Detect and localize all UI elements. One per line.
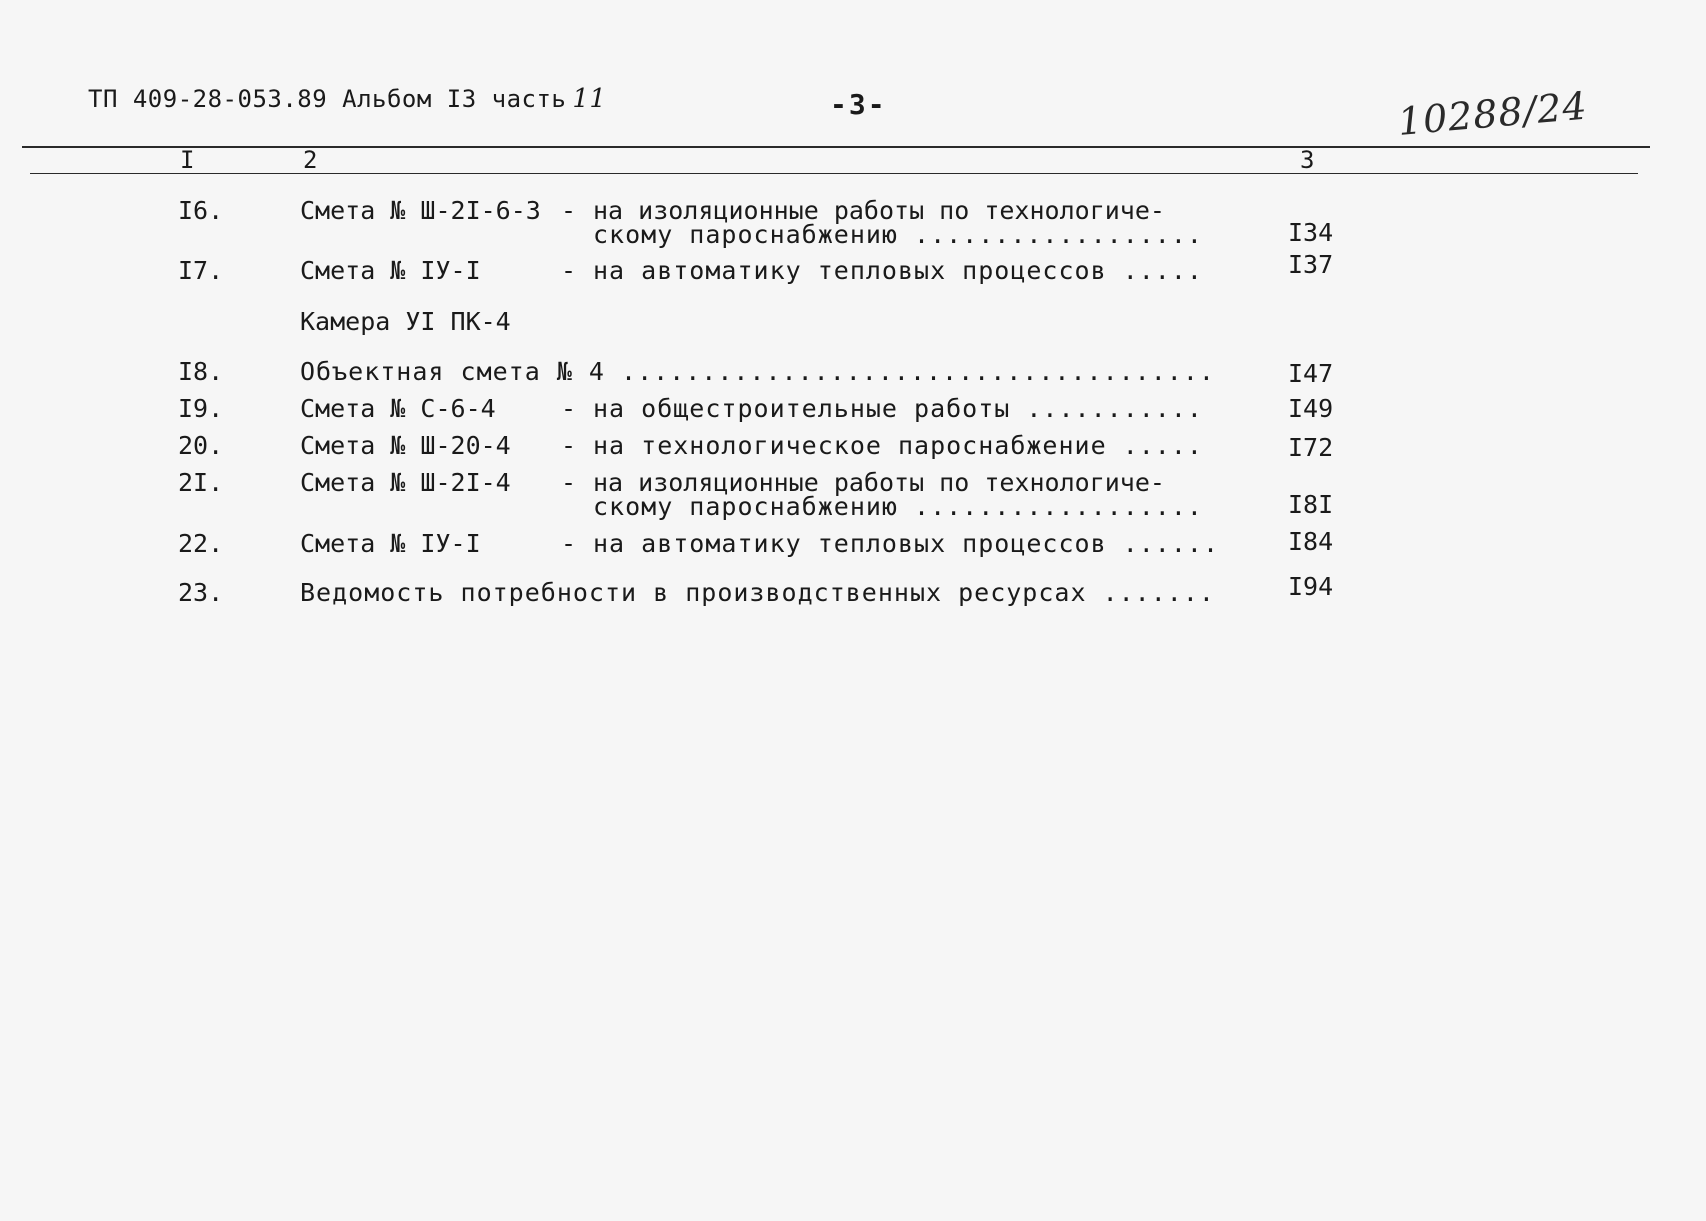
table-top-rule (22, 146, 1650, 148)
column-header-2: 2 (303, 146, 318, 174)
row-title: Ведомость потребности в производственных ресурсах ....... (300, 578, 1215, 607)
document-reference (88, 84, 606, 114)
row-number: I7. (178, 256, 224, 285)
column-header-1: I (180, 146, 195, 174)
row-number: 2I. (178, 468, 224, 497)
row-page-number: I47 (1288, 359, 1334, 388)
row-description-continued: скому пароснабжению .................. (593, 492, 1203, 521)
row-page-number: I94 (1288, 572, 1334, 601)
row-number: I8. (178, 357, 224, 386)
row-description: на автоматику тепловых процессов ...... (593, 529, 1219, 558)
row-page-number: I49 (1288, 394, 1334, 423)
document-reference-text: ТП 409-28-053.89 Альбом I3 часть (88, 85, 567, 113)
row-title: Смета № С-6-4 (300, 394, 496, 423)
row-page-number: I37 (1288, 250, 1334, 279)
row-number: 22. (178, 529, 224, 558)
row-number: 23. (178, 578, 224, 607)
row-dash: - (561, 431, 577, 460)
row-page-number: I8I (1288, 490, 1334, 519)
row-page-number: I34 (1288, 218, 1334, 247)
row-page-number: I84 (1288, 527, 1334, 556)
row-description-continued: скому пароснабжению .................. (593, 220, 1203, 249)
row-page-number: I72 (1288, 433, 1334, 462)
handwritten-inventory-number: 10288/24 (1396, 83, 1590, 144)
table-header-rule (30, 173, 1638, 174)
row-title: Смета № IУ-I (300, 256, 481, 285)
row-number: 20. (178, 431, 224, 460)
row-description: на автоматику тепловых процессов ..... (593, 256, 1203, 285)
row-dash: - (561, 196, 577, 225)
row-description: на изоляционные работы по технологиче- (593, 196, 1165, 225)
row-dash: - (561, 468, 577, 497)
page-number: -3- (830, 88, 887, 121)
column-header-3: 3 (1300, 146, 1315, 174)
row-description: на изоляционные работы по технологиче- (593, 468, 1165, 497)
row-title: Объектная смета № 4 ..................................... (300, 357, 1215, 386)
row-title: Смета № Ш-2I-4 (300, 468, 511, 497)
section-heading: Камера УI ПК-4 (300, 307, 511, 336)
row-description: на технологическое пароснабжение ..... (593, 431, 1203, 460)
row-title: Смета № IУ-I (300, 529, 481, 558)
row-dash: - (561, 529, 577, 558)
row-description: на общестроительные работы ........... (593, 394, 1203, 423)
part-number: 11 (572, 84, 607, 114)
row-dash: - (561, 256, 577, 285)
row-number: I9. (178, 394, 224, 423)
row-title: Смета № Ш-20-4 (300, 431, 511, 460)
row-number: I6. (178, 196, 224, 225)
row-title: Смета № Ш-2I-6-3 (300, 196, 541, 225)
row-dash: - (561, 394, 577, 423)
